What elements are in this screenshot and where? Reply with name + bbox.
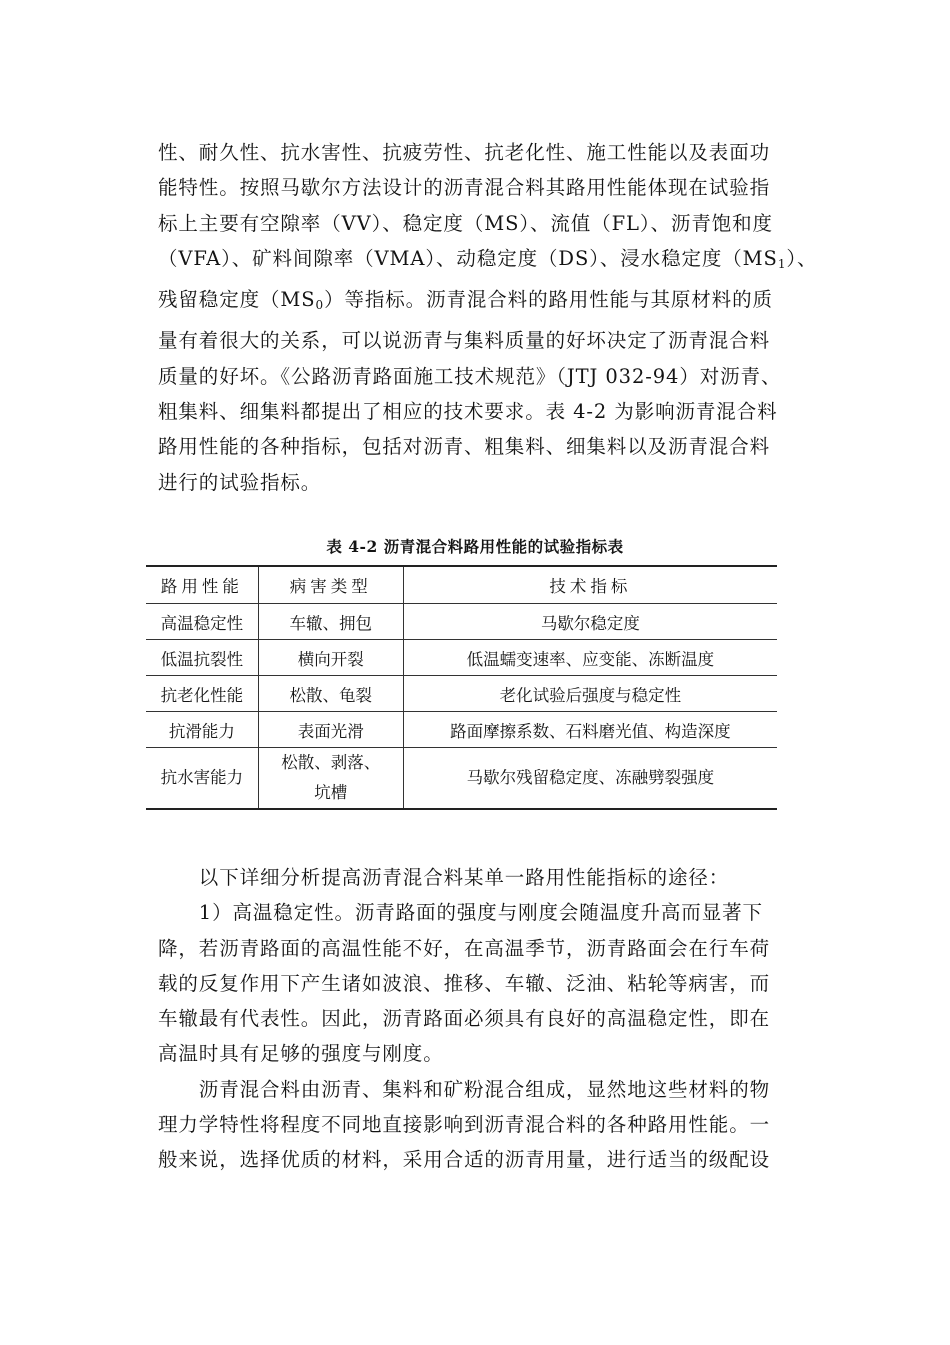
- table-cell: 低温蠕变速率、应变能、冻断温度: [403, 640, 777, 676]
- text-segment: ）、: [786, 246, 818, 270]
- text-line: 载的反复作用下产生诸如波浪、推移、车辙、泛油、粘轮等病害，而: [158, 971, 771, 995]
- table-cell: 车辙、拥包: [258, 604, 403, 640]
- text-line: 车辙最有代表性。因此，沥青路面必须具有良好的高温稳定性，即在: [158, 1007, 771, 1031]
- text-segment: 残留稳定度（MS: [158, 288, 316, 312]
- text-segment: （VFA）、矿料间隙率（VMA）、动稳定度（DS）、浸水稳定度（MS: [158, 246, 778, 270]
- column-header: 技术指标: [403, 566, 777, 604]
- text-line: 高温时具有足够的强度与刚度。: [158, 1042, 444, 1066]
- table-cell: 老化试验后强度与稳定性: [403, 676, 777, 712]
- table-row: [146, 712, 777, 748]
- table-cell: 松散、龟裂: [258, 676, 403, 712]
- text-line: 以下详细分析提高沥青混合料某单一路用性能指标的途径：: [158, 866, 730, 889]
- table-cell: 横向开裂: [258, 640, 403, 676]
- table-cell: 路面摩擦系数、石料磨光值、构造深度: [403, 712, 777, 748]
- text-line: 般来说，选择优质的材料，采用合适的沥青用量，进行适当的级配设: [158, 1148, 771, 1172]
- analysis-paragraph: [158, 860, 803, 1178]
- text-segment: ）等指标。沥青混合料的路用性能与其原材料的质: [324, 288, 773, 312]
- subscript: 0: [315, 298, 325, 313]
- text-line: 1）高温稳定性。沥青路面的强度与刚度会随温度升高而显著下: [158, 901, 763, 925]
- table-row: [146, 604, 777, 640]
- table-cell: 马歇尔稳定度: [403, 604, 777, 640]
- table-header-row: [146, 566, 777, 604]
- table-row: [146, 748, 777, 810]
- table-cell: 马歇尔残留稳定度、冻融劈裂强度: [403, 748, 777, 810]
- text-line: 进行的试验指标。: [158, 470, 322, 494]
- cell-line: 坑槽: [314, 783, 348, 802]
- text-line: 标上主要有空隙率（VV）、稳定度（MS）、流值（FL）、沥青饱和度: [158, 211, 773, 235]
- subscript: 1: [777, 256, 787, 271]
- table-cell: 抗水害能力: [146, 748, 258, 810]
- table-cell: 抗老化性能: [146, 676, 258, 712]
- table-cell: 低温抗裂性: [146, 640, 258, 676]
- text-line: [158, 241, 818, 282]
- cell-line: 松散、剥落、: [281, 753, 381, 772]
- text-line: 性、耐久性、抗水害性、抗疲劳性、抗老化性、施工性能以及表面功: [158, 141, 771, 164]
- text-line: 量有着很大的关系，可以说沥青与集料质量的好坏决定了沥青混合料: [158, 329, 771, 353]
- text-line: 路用性能的各种指标，包括对沥青、粗集料、细集料以及沥青混合料: [158, 435, 771, 459]
- table-cell: 表面光滑: [258, 712, 403, 748]
- column-header: 路用性能: [146, 566, 258, 604]
- text-line: 理力学特性将程度不同地直接影响到沥青混合料的各种路用性能。一: [158, 1113, 771, 1137]
- column-header: 病害类型: [258, 566, 403, 604]
- table-row: [146, 640, 777, 676]
- text-line: 降，若沥青路面的高温性能不好，在高温季节，沥青路面会在行车荷: [158, 936, 771, 960]
- text-line: 沥青混合料由沥青、集料和矿粉混合组成，显然地这些材料的物: [158, 1077, 771, 1101]
- text-line: 质量的好坏。《公路沥青路面施工技术规范》（JTJ 032-94）对沥青、: [158, 364, 782, 388]
- text-line: 粗集料、细集料都提出了相应的技术要求。表 4-2 为影响沥青混合料: [158, 400, 778, 424]
- test-index-table: [146, 565, 777, 810]
- text-line: 能特性。按照马歇尔方法设计的沥青混合料其路用性能体现在试验指: [158, 176, 771, 200]
- table-cell: [258, 748, 403, 810]
- table-cell: 高温稳定性: [146, 604, 258, 640]
- table-row: [146, 676, 777, 712]
- intro-paragraph: [158, 135, 818, 500]
- table-caption: 表 4-2 沥青混合料路用性能的试验指标表: [326, 537, 624, 556]
- table-cell: 抗滑能力: [146, 712, 258, 748]
- text-line: [158, 282, 803, 323]
